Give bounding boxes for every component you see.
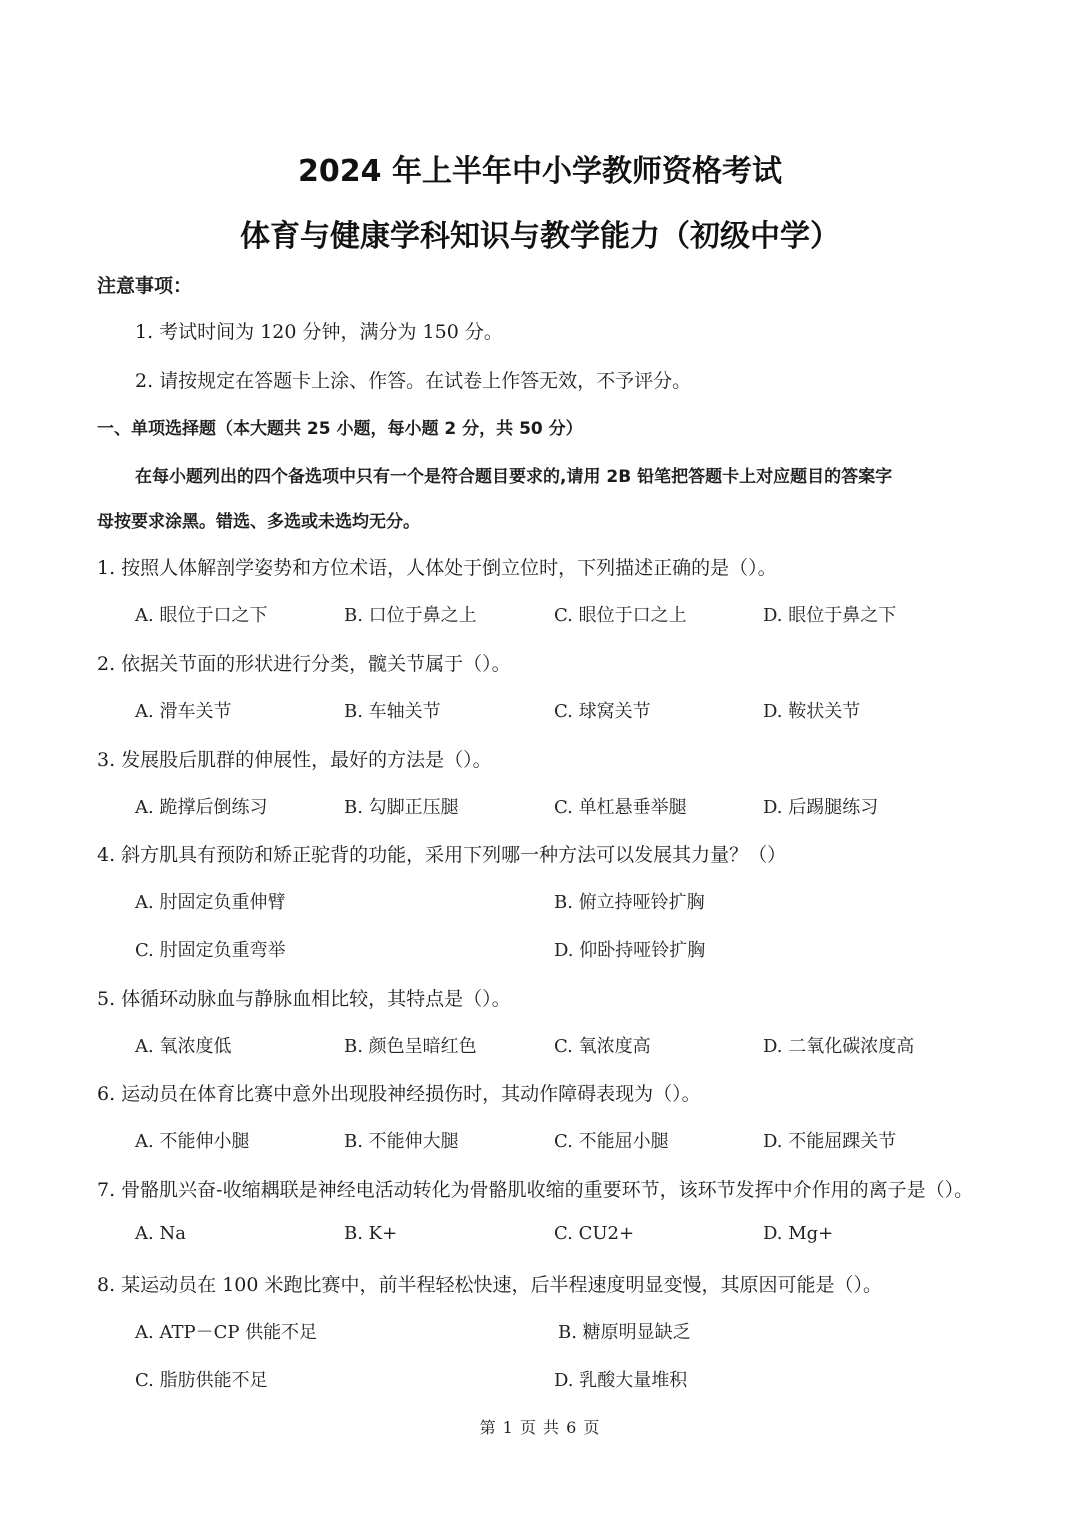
question-6-option-c: C. 不能屈小腿 <box>554 1131 669 1152</box>
question-2-stem: 2. 依据关节面的形状进行分类，髋关节属于（）。 <box>97 653 511 675</box>
question-8-option-c: C. 脂肪供能不足 <box>135 1370 268 1391</box>
question-7-stem: 7. 骨骼肌兴奋-收缩耦联是神经电活动转化为骨骼肌收缩的重要环节，该环节发挥中介作用的离子是（）。 <box>97 1179 974 1201</box>
question-1-option-d: D. 眼位于鼻之下 <box>763 605 897 626</box>
question-6-option-a: A. 不能伸小腿 <box>135 1131 250 1152</box>
question-4-option-d: D. 仰卧持哑铃扩胸 <box>554 940 706 961</box>
question-6-option-b: B. 不能伸大腿 <box>344 1131 459 1152</box>
question-5-option-c: C. 氧浓度高 <box>554 1036 651 1057</box>
question-8-option-b: B. 糖原明显缺乏 <box>558 1322 691 1343</box>
question-1-option-b: B. 口位于鼻之上 <box>344 605 477 626</box>
page-number: 第 1 页 共 6 页 <box>479 1418 601 1437</box>
question-7-option-d: D. Mg+ <box>763 1223 834 1244</box>
question-5-option-d: D. 二氧化碳浓度高 <box>763 1036 915 1057</box>
question-1-option-a: A. 眼位于口之下 <box>135 605 268 626</box>
exam-subtitle: 体育与健康学科知识与教学能力（初级中学） <box>240 219 840 254</box>
question-5-option-b: B. 颜色呈暗红色 <box>344 1036 477 1057</box>
question-2-option-b: B. 车轴关节 <box>344 701 441 722</box>
question-7-option-a: A. Na <box>135 1223 186 1244</box>
question-1-stem: 1. 按照人体解剖学姿势和方位术语，人体处于倒立位时，下列描述正确的是（）。 <box>97 557 777 579</box>
question-4-stem: 4. 斜方肌具有预防和矫正驼背的功能，采用下列哪一种方法可以发展其力量？（） <box>97 844 787 866</box>
question-8-option-d: D. 乳酸大量堆积 <box>554 1370 688 1391</box>
question-3-option-b: B. 勾脚正压腿 <box>344 797 459 818</box>
question-2-option-a: A. 滑车关节 <box>135 701 232 722</box>
question-1-option-c: C. 眼位于口之上 <box>554 605 687 626</box>
question-3-option-a: A. 跪撑后倒练习 <box>135 797 268 818</box>
question-3-option-c: C. 单杠悬垂举腿 <box>554 797 687 818</box>
notice-item-1: 1. 考试时间为 120 分钟，满分为 150 分。 <box>135 321 503 343</box>
question-4-option-c: C. 肘固定负重弯举 <box>135 940 286 961</box>
question-3-stem: 3. 发展股后肌群的伸展性，最好的方法是（）。 <box>97 749 492 771</box>
question-5-option-a: A. 氧浓度低 <box>135 1036 232 1057</box>
question-6-option-d: D. 不能屈踝关节 <box>763 1131 897 1152</box>
question-6-stem: 6. 运动员在体育比赛中意外出现股神经损伤时，其动作障碍表现为（）。 <box>97 1083 701 1105</box>
notice-item-2: 2. 请按规定在答题卡上涂、作答。在试卷上作答无效，不予评分。 <box>135 370 692 392</box>
section-instruction-2: 母按要求涂黑。错选、多选或未选均无分。 <box>97 512 420 532</box>
question-2-option-c: C. 球窝关节 <box>554 701 651 722</box>
question-5-stem: 5. 体循环动脉血与静脉血相比较，其特点是（）。 <box>97 988 511 1010</box>
question-7-option-b: B. K+ <box>344 1223 398 1244</box>
question-4-option-a: A. 肘固定负重伸臂 <box>135 892 286 913</box>
section-heading: 一、单项选择题（本大题共 25 小题，每小题 2 分，共 50 分） <box>97 419 583 439</box>
section-instruction-1: 在每小题列出的四个备选项中只有一个是符合题目要求的,请用 2B 铅笔把答题卡上对应题目的答案字 <box>135 467 893 487</box>
question-3-option-d: D. 后踢腿练习 <box>763 797 879 818</box>
question-4-option-b: B. 俯立持哑铃扩胸 <box>554 892 705 913</box>
question-7-option-c: C. CU2+ <box>554 1223 635 1244</box>
question-8-stem: 8. 某运动员在 100 米跑比赛中，前半程轻松快速，后半程速度明显变慢，其原因可能是（）。 <box>97 1274 883 1296</box>
question-8-option-a: A. ATP－CP 供能不足 <box>135 1322 318 1343</box>
question-2-option-d: D. 鞍状关节 <box>763 701 861 722</box>
notice-heading: 注意事项： <box>97 275 193 297</box>
exam-title: 2024 年上半年中小学教师资格考试 <box>298 154 782 189</box>
